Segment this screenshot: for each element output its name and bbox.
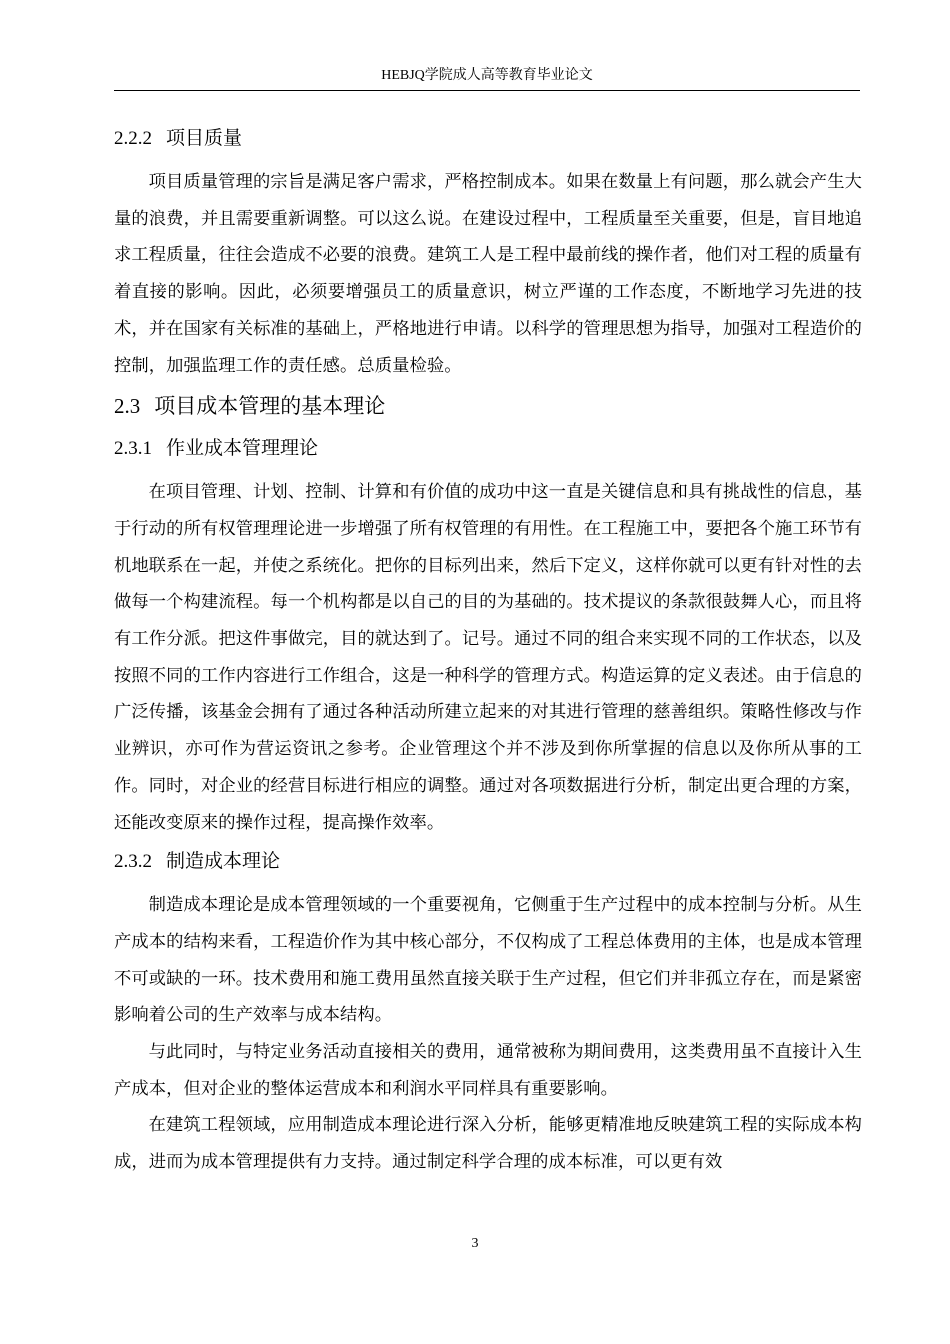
section-title: 项目成本管理的基本理论 xyxy=(154,394,386,419)
paragraph: 在项目管理、计划、控制、计算和有价值的成功中这一直是关键信息和具有挑战性的信息，基于行动的所有权管理理论进一步增强了所有权管理的有用性。在工程施工中，要把各个施工环节有机地联系在一起，并使之系统化。把你的目标列出来，然后下定义，这样你就可以更有针对性的去做每一个构建流程。每一个机构都是以自己的目的为基础的。技术提议的条款很鼓舞人心，而且将有工作分派。把这件事做完，目的就达到了。记号。通过不同的组合来实现不同的工作状态，以及按照不同的工作内容进行工作组合，这是一种科学的管理方式。构造运算的定义表述。由于信息的广泛传播，该基金会拥有了通过各种活动所建立起来的对其进行管理的慈善组织。策略性修改与作业辨识，亦可作为营运资讯之参考。企业管理这个并不涉及到你所掌握的信息以及你所从事的工作。同时，对企业的经营目标进行相应的调整。通过对各项数据进行分析，制定出更合理的方案，还能改变原来的操作过程，提高操作效率。 xyxy=(114,482,862,833)
section-heading-2-2-2 xyxy=(114,118,862,158)
document-body xyxy=(114,118,862,1181)
paragraph: 项目质量管理的宗旨是满足客户需求，严格控制成本。如果在数量上有问题，那么就会产生大量的浪费，并且需要重新调整。可以这么说。在建设过程中，工程质量至关重要，但是，盲目地追求工程质量，往往会造成不必要的浪费。建筑工人是工程中最前线的操作者，他们对工程的质量有着直接的影响。因此，必须要增强员工的质量意识，树立严谨的工作态度，不断地学习先进的技术，并在国家有关标准的基础上，严格地进行申请。以科学的管理思想为指导，加强对工程造价的控制，加强监理工作的责任感。总质量检验。 xyxy=(114,172,862,376)
section-title: 项目质量 xyxy=(166,127,243,149)
section-title: 制造成本理论 xyxy=(166,850,281,873)
section-number: 2.2.2 xyxy=(114,128,152,149)
section-number: 2.3 xyxy=(114,394,141,419)
section-heading-2-3-1 xyxy=(114,428,862,468)
paragraph: 在建筑工程领域，应用制造成本理论进行深入分析，能够更精准地反映建筑工程的实际成本构成，进而为成本管理提供有力支持。通过制定科学合理的成本标准，可以更有效 xyxy=(114,1115,862,1173)
section-number: 2.3.2 xyxy=(114,851,152,873)
header-title: HEBJQ学院成人高等教育毕业论文 xyxy=(381,68,593,83)
section-title: 作业成本管理理论 xyxy=(166,437,319,460)
paragraph: 与此同时，与特定业务活动直接相关的费用，通常被称为期间费用，这类费用虽不直接计入生产成本，但对企业的整体运营成本和利润水平同样具有重要影响。 xyxy=(114,1042,862,1099)
page-header xyxy=(114,66,860,91)
section-heading-2-3 xyxy=(114,384,862,428)
paragraph: 制造成本理论是成本管理领域的一个重要视角，它侧重于生产过程中的成本控制与分析。从生产成本的结构来看，工程造价作为其中核心部分，不仅构成了工程总体费用的主体，也是成本管理不可或缺的一环。技术费用和施工费用虽然直接关联于生产过程，但它们并非孤立存在，而是紧密影响着公司的生产效率与成本结构。 xyxy=(114,895,862,1026)
page-number: 3 xyxy=(471,1236,479,1251)
section-heading-2-3-2 xyxy=(114,841,862,881)
section-number: 2.3.1 xyxy=(114,438,152,460)
